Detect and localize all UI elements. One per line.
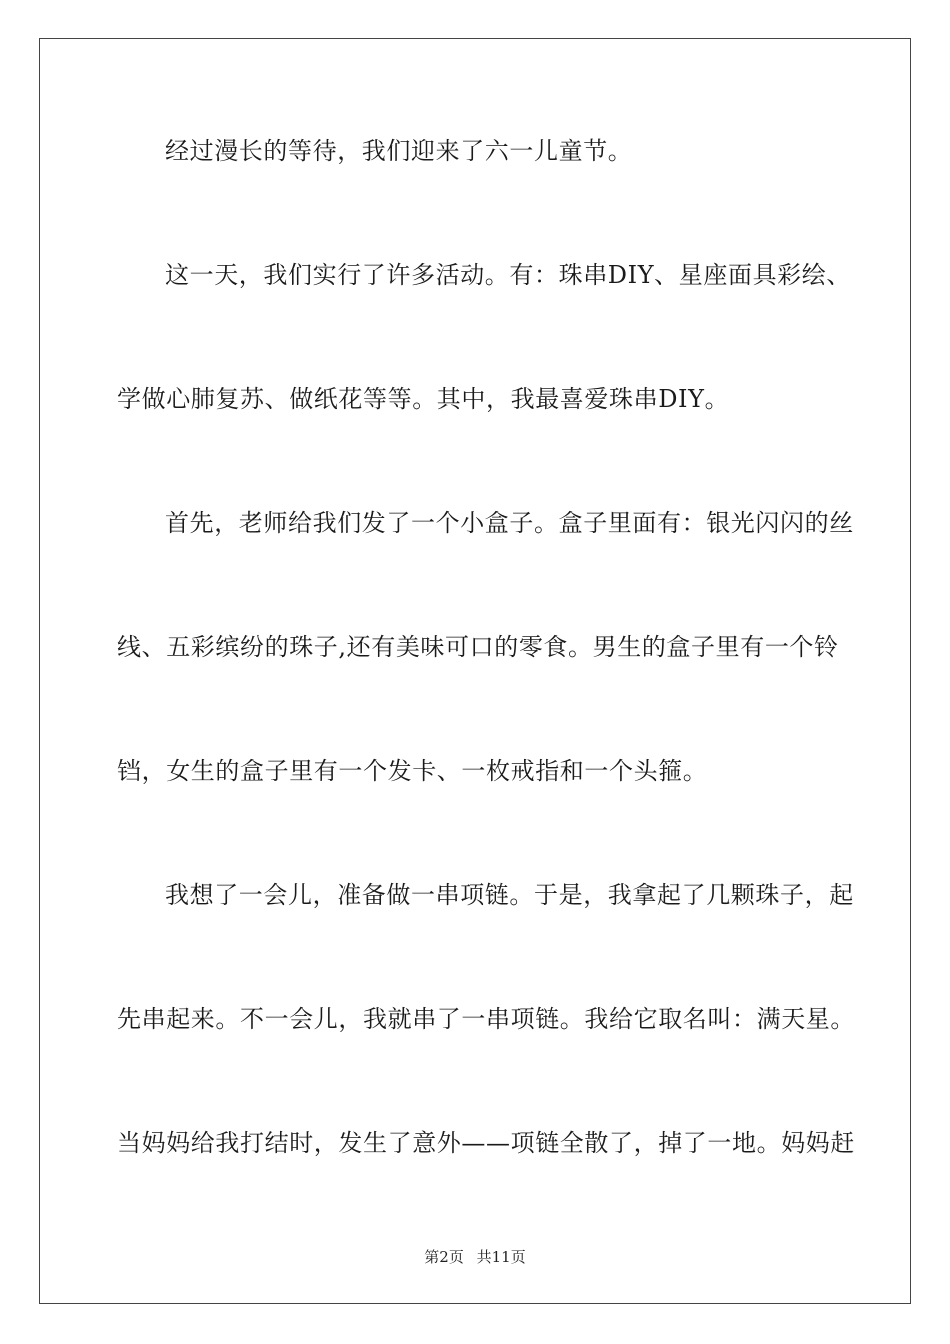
text-line-7: 我想了一会儿，准备做一串项链。于是，我拿起了几颗珠子，起: [165, 881, 854, 909]
text-line-6: 铛，女生的盒子里有一个发卡、一枚戒指和一个头箍。: [117, 757, 708, 785]
text-line-4: 首先，老师给我们发了一个小盒子。盒子里面有：银光闪闪的丝: [165, 509, 854, 537]
page-total: 共11页: [476, 1248, 526, 1266]
page-footer: [0, 1248, 950, 1266]
text-line-1: 经过漫长的等待，我们迎来了六一儿童节。: [165, 137, 633, 165]
page-frame: [39, 38, 911, 1304]
text-line-3: 学做心肺复苏、做纸花等等。其中，我最喜爱珠串DIY。: [117, 385, 730, 413]
text-line-9: 当妈妈给我打结时，发生了意外——项链全散了，掉了一地。妈妈赶: [117, 1129, 855, 1157]
page-number: 第2页: [424, 1248, 464, 1266]
text-line-8: 先串起来。不一会儿，我就串了一串项链。我给它取名叫：满天星。: [117, 1005, 855, 1033]
text-line-5: 线、五彩缤纷的珠子,还有美味可口的零食。男生的盒子里有一个铃: [117, 633, 839, 661]
text-line-2: 这一天，我们实行了许多活动。有：珠串DIY、星座面具彩绘、: [165, 261, 851, 289]
